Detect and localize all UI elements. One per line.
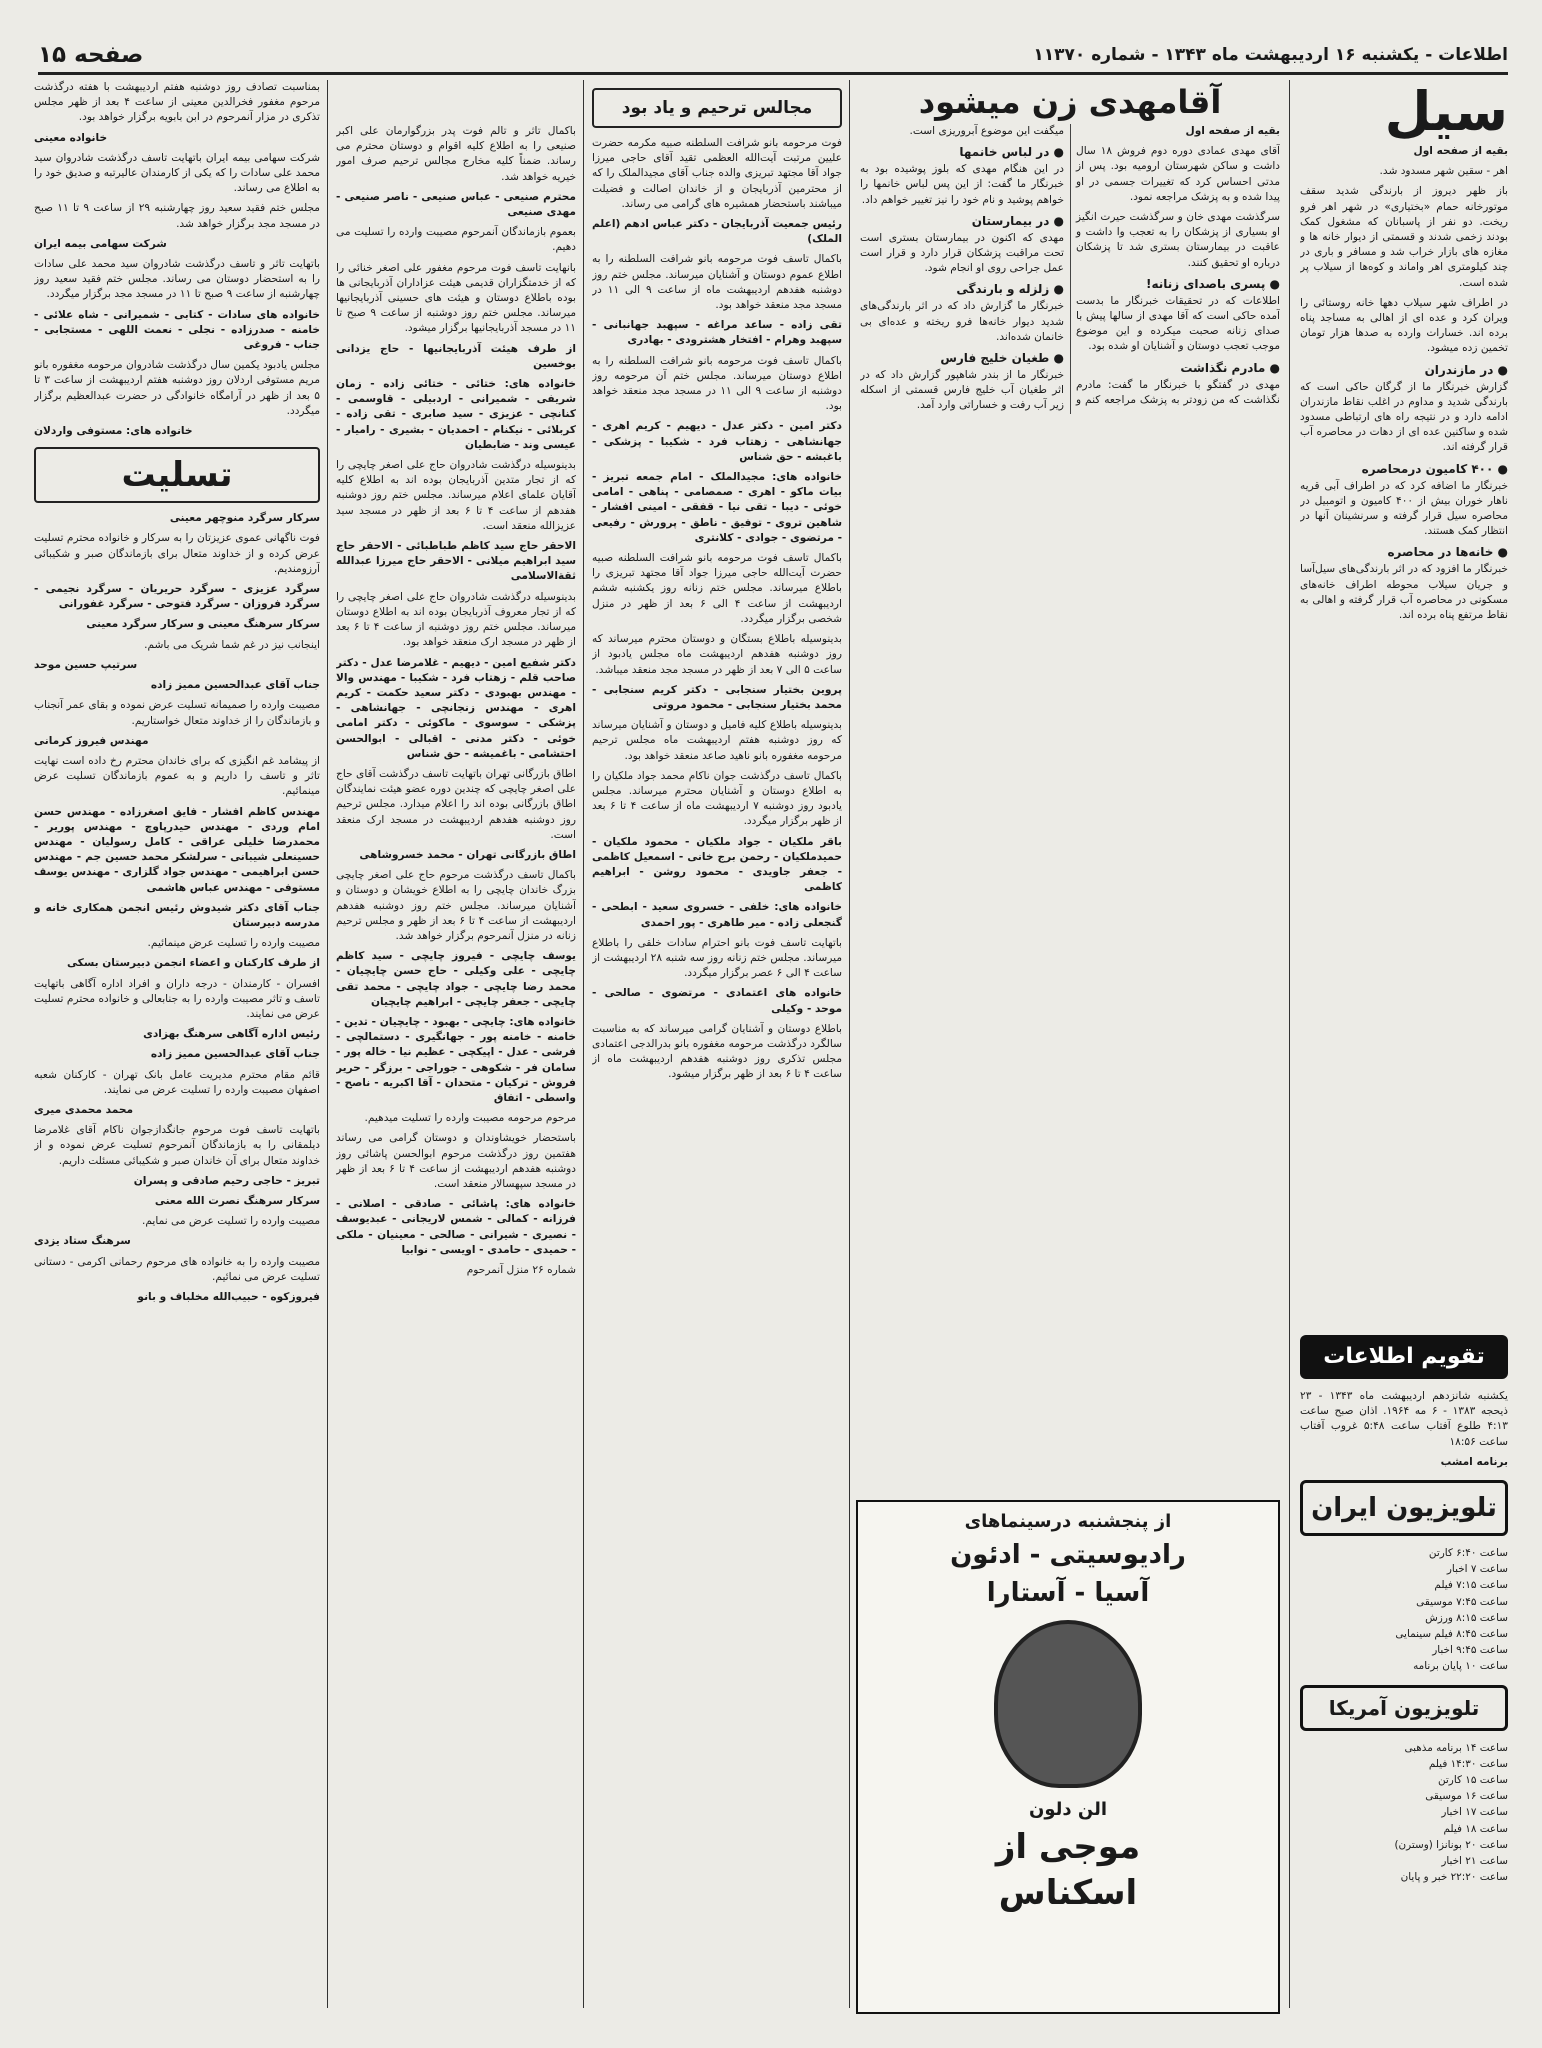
memorial-notice: شرکت سهامی بیمه ایران باتهایت تاسف درگذشت شادروان سید محمد علی سادات را که یکی از کارمندان عالیرتبه و صدیق خود را به اطلاع می رساند. [34, 151, 320, 195]
cinema-ad-theaters-2: آسیا - آستارا [986, 1578, 1150, 1608]
condolence-recipient: جناب آقای دکتر شیدوش رئیس انجمن همکاری خانه و مدرسه دبیرستان [34, 901, 320, 929]
cinema-ad-film-title-2: اسکناس [998, 1873, 1138, 1913]
column-rule [849, 80, 850, 2008]
schedule-line: ساعت ۷:۱۵ فیلم [1434, 1579, 1508, 1592]
obituary-notice: بدینوسیله باطلاع بستگان و دوستان محترم میرساند که روز دوشنبه هفدهم اردیبهشت ماه مجلس یادبود از ساعت ۵ الی ۷ بعد از ظهر در مسجد مجد منعقد میباشد. [592, 633, 842, 676]
condolence-recipient: سرکار سرهنگ نصرت الله معنی [154, 1194, 320, 1207]
flood-subheading: ● در مازندران [1424, 362, 1508, 377]
obituary-families: خانواده های: خلفی - خسروی سعید - ابطحی - گنجعلی زاده - میر طاهری - پور احمدی [592, 901, 842, 929]
condolence-text: فوت ناگهانی عموی عزیزتان را به سرکار و خانواده محترم تسلیت عرض کرده و از خداوند متعال برای بازماندگان صبر و شکیبائی آرزومندیم. [34, 532, 320, 575]
flood-subheading: ● ۴۰۰ کامیون درمحاصره [1361, 461, 1508, 476]
memorial-notice: بمناسبت تصادف روز دوشنبه هفتم اردیبهشت با هفته درگذشت مرحوم مغفور فخرالدین معینی از ساعت ۴ بعد از ظهر مجلس تذکری در مزار آنمرحوم در ابن بابویه برگزار خواهد بود. [34, 81, 320, 124]
condolence-text: از پیشامد غم انگیزی که برای خاندان محترم رخ داده است نهایت تاثر و تاسف را داریم و به عموم بازماندگان تسلیت عرض مینمائیم. [34, 754, 320, 798]
obituary-signature: دکتر امین - دکتر عدل - دیهیم - کریم اهری - جهانشاهی - زهتاب فرد - شکیبا - پزشکی - باغبشه - حق شناس [592, 420, 842, 463]
condolence-text: افسران - کارمندان - درجه داران و افراد اداره آگاهی باتهایت تاسف و تاثر مصیبت وارده را به جنابعالی و خانواده محترم تسلیت عرض می نمایند. [34, 977, 320, 1020]
page-number: صفحه ۱۵ [38, 42, 144, 68]
obituary-families: خانواده های اعتمادی - مرتضوی - صالحی - موحد - وکیلی [592, 987, 842, 1015]
obituary-families: خانواده های: چایچی - بهبود - چایچیان - تدین - خامنه - خامنه پور - جهانگیری - دستمالچی - فرشی - عدل - اپیکچی - عظیم نیا - خاله پور - سامان فر - شکوهی - جوراجی - برزگر - حریر فروش - ترکیان - متحدان - آقا اکبریه - ناصح - واسطی - اتفاق [336, 1015, 576, 1104]
mahdi-paragraph: خبرنگار ما از بندر شاهپور گزارش داد که در اثر طغیان آب خلیج فارس قسمتی از اسکله زیر آب رفت و خساراتی وارد آمد. [860, 369, 1064, 412]
column-condolences [34, 80, 320, 2018]
mahdi-paragraph: آقای مهدی عمادی دوره دوم فروش ۱۸ سال داشت و ساکن شهرستان ارومیه بود. پس از مدتی احساس کرد که تغییرات جسمی در او پیدا شده و به پزشک مراجعه نمود. [1076, 145, 1280, 203]
memorial-notice: مجلس یادبود یکمین سال درگذشت شادروان مرحومه مغفوره بانو مریم مستوفی اردلان روز دوشنبه هفتم اردیبهشت از ساعت ۳ تا ۵ بعد از ظهر در آرامگاه خانوادگی در حضرت عبدالعظیم برگزار میگردد. [34, 359, 320, 417]
dateline: اطلاعات - یکشنبه ۱۶ اردیبهشت ماه ۱۳۴۳ - شماره ۱۱۳۷۰ [1033, 45, 1508, 65]
condolence-signature: رئیس اداره آگاهی سرهنگ بهزادی [143, 1028, 320, 1041]
schedule-line: ساعت ۹:۴۵ اخبار [1432, 1644, 1508, 1657]
condolence-text: مصیبت وارده را به خانواده های مرحوم رحمانی اکرمی - دستانی تسلیت عرض می نمائیم. [34, 1255, 320, 1283]
schedule-line: ساعت ۷:۴۵ موسیقی [1416, 1595, 1508, 1608]
memorial-signature: خانواده های: مستوفی واردلان [34, 425, 193, 438]
obituary-signature: دکتر شفیع امین - دیهیم - غلامرضا عدل - دکتر صاحب قلم - زهتاب فرد - شکیبا - مهندس والا - مهندس بهبودی - دکتر سعید حکمت - کریم اهری - مهندس زنجانچی - جهانشاهی - پزشکی - سوسوی - ماکوئی - دکتر امامی خوئی - دکتر مدنی - اقبالی - ابوالحسن احتشامی - باغمیشه - حق شناس [336, 656, 576, 760]
cinema-ad-theaters: رادیوسیتی - ادئون [950, 1540, 1186, 1570]
column-rule [1289, 80, 1290, 2008]
schedule-line: ساعت ۱۰ پایان برنامه [1413, 1660, 1508, 1673]
mahdi-continued: بقیه از صفحه اول [1185, 125, 1280, 137]
condolence-recipient: سرکار سرهنگ معینی و سرکار سرگرد معینی [86, 618, 320, 631]
obituary-notice: بدینوسیله درگذشت شادروان حاج علی اصغر چایچی را که از تجار متدین آذربایجان بوده اند به اطلاع کلیه آقایان علمای اعلام میرساند. مجلس ختم روز دوشنبه هفدهم از ساعت ۴ تا ۶ بعد از ظهر در مسجد سید عزیزالله منعقد است. [336, 459, 576, 532]
obituary-notice: باکمال تاسف فوت مرحومه بانو شرافت السلطنه را به اطلاع دوستان میرساند. مجلس ختم آن مرحومه روز دوشنبه از ساعت ۹ الی ۱۱ در مسجد مجد منعقد خواهد بود. [592, 354, 842, 413]
schedule-line: ساعت ۱۵ کارتن [1438, 1774, 1508, 1787]
column-flood [1300, 80, 1508, 1328]
obituary-signature: از طرف هیئت آذربایجانیها - حاج یزدانی بوخسین [336, 342, 576, 370]
obituary-signature: رئیس جمعیت آذربایجان - دکتر عباس ادهم (اعلم الملک) [592, 218, 842, 246]
mahdi-subheading: ● طغیان خلیج فارس [940, 351, 1064, 366]
schedule-line: ساعت ۸:۴۵ فیلم سینمایی [1395, 1628, 1508, 1641]
mahdi-headline: آقامهدی زن میشود [918, 83, 1222, 121]
tv-america-schedule [1300, 1741, 1508, 1886]
flood-headline: سیل [1384, 80, 1508, 143]
condolence-text: اینجانب نیز در غم شما شریک می باشم. [144, 638, 320, 651]
condolence-recipient: جناب آقای عبدالحسین ممیز زاده [150, 679, 320, 692]
obituary-notice: اطاق بازرگانی تهران باتهایت تاسف درگذشت آقای حاج علی اصغر چایچی که چندین دوره عضو هیئت نمایندگان اطاق بازرگانی بوده اند را اعلام میدارد. مجلس ترحیم روز دوشنبه هفدهم اردیبهشت در مسجد ارک منعقد است. [336, 767, 576, 841]
cinema-advertisement [856, 1500, 1280, 2014]
obituary-signature: تقی زاده - ساعد مراغه - سپهبد جهانبانی - سپهبد وهرام - افتخار هشترودی - بهادری [592, 319, 842, 347]
mahdi-subheading: ● مادرم نگذاشت [1180, 360, 1280, 375]
schedule-line: ساعت ۱۷ اخبار [1441, 1806, 1508, 1819]
condolence-text: مصیبت وارده را صمیمانه تسلیت عرض نموده و بقای عمر آنجناب و بازماندگان را از خداوند متعال خواستاریم. [34, 699, 320, 727]
mahdi-paragraph: اطلاعات که در تحقیقات خبرنگار ما بدست آمده حاکی است که آقا مهدی از سالها پیش با صدای زنانه صحبت میکرده و این موضوع موجب تعجب دوستان و آشنایان او شده بود. [1076, 294, 1280, 353]
schedule-line: ساعت ۱۴ برنامه مذهبی [1404, 1741, 1508, 1754]
condolence-signature: مهندس کاظم افشار - فایق اصغرزاده - مهندس حسن امام وردی - مهندس حیدرپاوچ - مهندس پوریر - محمدرضا خلیلی عراقی - کامل رسولیان - مهندس حسینعلی شیبانی - سرلشکر محمد حسین جم - مهندس حسن ابراهیمی - مهندس جواد گلزاری - مهندس یوسف مستوفی - مهندس عباس هاشمی [34, 805, 320, 894]
cinema-ad-opening: از پنجشنبه درسینماهای [964, 1511, 1172, 1532]
condolence-text: مصیبت وارده را تسلیت عرض مینمائیم. [147, 937, 320, 950]
flood-paragraph: باز ظهر دیروز از بارندگی شدید سقف موتورخانه حمام «بختیاری» در شهر اهر فرو ریخت. دو نفر از پاسبانان که مشغول کمک بودند زخمی شدند و قسمتی از دیوار خانه ها و مغازه های بازار خراب شد و مسافر و باری در چند کیلومتری اهر واماند و کوه‌ها از سیلاب پر شده است. [1300, 185, 1508, 289]
condolence-signature: سرگرد عزیزی - سرگرد حریریان - سرگرد نجیمی - سرگرد فروزان - سرگرد فتوحی - سرگرد غفورانی [34, 583, 320, 611]
column-mahdi-story [860, 80, 1280, 1488]
flood-paragraph: در اطراف شهر سیلاب دهها خانه روستائی را ویران کرد و عده ای از اهالی به مساجد پناه برده اند. خسارات وارده به صدها هزار تومان تخمین زده میشود. [1300, 296, 1508, 355]
obituary-notice: بدینوسیله درگذشت شادروان حاج علی اصغر چایچی را که از تجار معروف آذربایجان بوده اند به اطلاع دوستان میرساند. مجلس ختم روز دوشنبه از ساعت ۴ تا ۶ بعد از ظهر در مسجد ارک منعقد خواهد بود. [336, 590, 576, 649]
mahdi-subheading: ● در لباس خانمها [959, 145, 1064, 160]
schedule-line: ساعت ۲۱ اخبار [1441, 1855, 1508, 1868]
obituary-notice: باکمال تاسف درگذشت جوان ناکام محمد جواد ملکیان را به اطلاع دوستان و آشنایان محترم میرساند. مجلس یادبود روز دوشنبه ۷ اردیبهشت ماه از ساعت ۴ تا ۶ بعد از ظهر برگزار میگردد. [592, 769, 842, 828]
schedule-line: ساعت ۱۶ موسیقی [1425, 1790, 1508, 1803]
schedule-line: ساعت ۲۲:۲۰ خبر و پایان [1400, 1871, 1508, 1884]
schedule-line: ساعت ۶:۴۰ کارتن [1428, 1547, 1508, 1560]
obituary-signature: یوسف چایچی - فیروز چایچی - سید کاظم چایچی - علی وکیلی - حاج حسن چایچیان - محمد رضا چایچی - جواد چایچی - محمد تقی چایچی - جعفر چایچی - ابراهیم چایچیان [336, 950, 576, 1008]
tv-america-logo: تلویزیون آمریکا [1300, 1685, 1508, 1731]
obituary-notice: باستحضار خویشاوندان و دوستان گرامی می رساند هفتمین روز درگذشت مرحوم ابوالحسن پاشائی روز دوشنبه هفدهم اردیبهشت از ساعت ۴ تا ۶ بعد از ظهر در مسجد سپهسالار منعقد است. [336, 1132, 576, 1190]
cinema-ad-film-title: موجی از [995, 1827, 1141, 1867]
mahdi-subheading: ● در بیمارستان [971, 213, 1064, 228]
obituary-signature: اطاق بازرگانی تهران - محمد خسروشاهی [359, 848, 576, 861]
tv-iran-logo: تلویزیون ایران [1300, 1480, 1508, 1536]
condolence-recipient: جناب آقای عبدالحسین ممیز زاده [150, 1048, 320, 1061]
mahdi-paragraph: خبرنگار ما گزارش داد که در اثر بارندگی‌های شدید دیوار خانه‌ها فرو ریخته و عده‌ای بی خانمان شده‌اند. [860, 300, 1064, 343]
condolence-text: مصیبت وارده را تسلیت عرض می نمایم. [141, 1215, 320, 1228]
condolences-headline: تسلیت [34, 447, 320, 503]
condolence-signature: مهندس فیروز کرمانی [34, 734, 149, 747]
memorial-notice: مجلس ختم فقید سعید روز چهارشنبه ۲۹ از ساعت ۹ تا ۱۱ صبح در مسجد مجد برگزار خواهد شد. [34, 202, 320, 230]
obituary-notice: باکمال تاسف فوت مرحومه بانو شرافت السلطنه صبیه حضرت آیت‌الله حاجی میرزا جواد آقا مجتهد تبریزی را باطلاع میرساند. مجلس ختم زنانه روز یکشنبه ششم اردیبهشت از ساعت ۴ الی ۶ بعد از ظهر در منزل شخصی برگزار میگردد. [592, 552, 842, 625]
calendar-text: یکشنبه شانزدهم اردیبهشت ماه ۱۳۴۳ - ۲۳ ذیحجه ۱۳۸۳ - ۶ مه ۱۹۶۴. اذان صبح ساعت ۴:۱۳ طلوع آفتاب ساعت ۵:۴۸ غروب آفتاب ساعت ۱۸:۵۶ [1300, 1390, 1508, 1448]
obituary-notice: باکمال تاسف فوت مرحومه بانو شرافت السلطنه را به اطلاع عموم دوستان و آشنایان میرساند. مجلس ختم روز دوشنبه هفدهم اردیبهشت ماه از ساعت ۹ الی ۱۱ در مسجد مجد منعقد خواهد بود. [592, 253, 842, 312]
column-rule [327, 80, 328, 2008]
obituary-families: خانواده های: مجیدالملک - امام جمعه تبریز - بیات ماکو - اهری - صمصامی - پناهی - امامی خوئی - دیبا - تقی نیا - قفقی - امینی افشار - شاهین تروی - توفیق - ناطق - پرورش - رفیعی - مرتضوی - جوادی - کلانتری [592, 471, 842, 544]
schedule-line: ساعت ۸:۱۵ ورزش [1425, 1611, 1508, 1624]
flood-paragraph: خبرنگار ما اضافه کرد که در اطراف آبی قریه ناهار خوران بیش از ۴۰۰ کامیون و اتومبیل در محاصره سیل قرار گرفته و سرنشینان آنها در انتظار کمک هستند. [1300, 479, 1508, 538]
masthead [38, 38, 1508, 75]
schedule-line: ساعت ۷ اخبار [1446, 1563, 1508, 1576]
obituary-notice: باکمال تاسف درگذشت مرحوم حاج علی اصغر چایچی بزرگ خاندان چایچی را به اطلاع خویشان و دوستان و آشنایان میرساند. مجلس ختم روز دوشنبه هفدهم اردیبهشت از ساعت ۴ تا ۶ بعد از ظهر و مجلس ترحیم زنانه در منزل آنمرحوم برگزار خواهد شد. [336, 869, 576, 942]
tv-iran-schedule [1300, 1546, 1508, 1675]
condolence-signature: سرتیپ حسین موحد [34, 658, 138, 671]
column-tv-schedule [1300, 1335, 1508, 2018]
condolence-text: باتهایت تاسف فوت مرحوم جانگدازجوان ناکام آقای غلامرضا دیلمقانی را به بازماندگان آنمرحوم تسلیت عرض نموده و از خداوند متعال برای آن خاندان صبر و شکیبائی مسئلت داریم. [34, 1124, 320, 1167]
memorial-signature: شرکت سهامی بیمه ایران [34, 237, 167, 250]
schedule-line: ساعت ۱۸ فیلم [1443, 1822, 1508, 1835]
obituary-notice: باکمال تاثر و تالم فوت پدر بزرگوارمان علی اکبر صنیعی را به اطلاع کلیه اقوام و دوستان محترم می رساند. ضمناً کلیه مخارج مجالس ترحیم صرف امور خیریه خواهد شد. [336, 125, 576, 183]
condolence-signature: سرهنگ ستاد یزدی [34, 1235, 131, 1248]
flood-paragraph: اهر - سقین شهر مسدود شد. [1379, 165, 1508, 178]
obituaries-headline: مجالس ترحیم و یاد بود [592, 88, 842, 128]
calendar-banner: تقویم اطلاعات [1300, 1335, 1508, 1379]
memorial-signature: خانواده معینی [34, 131, 108, 144]
column-obituaries-2 [336, 80, 576, 2018]
cinema-ad-actor: الن دلون [1028, 1799, 1108, 1820]
condolence-recipient: سرکار سرگرد منوچهر معینی [169, 512, 320, 525]
mahdi-paragraph: در این هنگام مهدی که بلوز پوشیده بود به خبرنگار ما گفت: از این پس لباس خانمها را خواهم پوشید و نام خود را نیز تغییر خواهم داد. [860, 163, 1064, 206]
flood-paragraph: خبرنگار ما افزود که در اثر بارندگی‌های سیل‌آسا و جریان سیلاب محوطه اطراف خانه‌های مسکونی در محاصره آب قرار گرفته و اهالی به نقاط مرتفع پناه برده اند. [1300, 563, 1508, 622]
column-obituaries [592, 80, 842, 2018]
obituary-families: خانواده های: پاشائی - صادقی - اصلانی - فرزانه - کمالی - شمس لاریجانی - عبدیوسف - نصیری - شیرانی - صالحی - معینیان - ملکی - حمیدی - حامدی - اویسی - نوابیا [336, 1198, 576, 1256]
actor-portrait [994, 1620, 1142, 1788]
condolence-signature: محمد محمدی میری [34, 1103, 134, 1116]
condolence-signature: فیروزکوه - حبیب‌الله مخلباف و بانو [137, 1291, 320, 1303]
schedule-line: ساعت ۲۰ بونانزا (وسترن) [1394, 1838, 1508, 1851]
obituary-notice: فوت مرحومه بانو شرافت السلطنه صبیه مکرمه حضرت علیین مرتبت آیت‌الله العظمی تقید آقای حاجی میرزا جواد آقا مجتهد تبریزی والده جناب آقای مجیدالملک را که از محترمین آذربایجان و از خاندان اصالت و فضیلت میباشند باستحضار همشیره های گرامی می رساند. [592, 137, 842, 210]
obituary-signature: پروین بختیار سنجابی - دکتر کریم سنجابی - محمد بختیار سنجابی - محمود مروتی [592, 683, 842, 711]
condolence-signature: از طرف کارکنان و اعضاء انجمن دبیرستان بسکی [66, 957, 320, 970]
obituary-notice: باتهایت تاسف فوت بانو احترام سادات خلقی را باطلاع میرساند. مجلس ختم زنانه روز سه شنبه ۲۸ اردیبهشت از ساعت ۴ الی ۶ عصر برگزار میگردد. [592, 936, 842, 980]
column-rule [583, 80, 584, 2008]
obituary-notice: بدینوسیله باطلاع کلیه فامیل و دوستان و آشنایان میرساند که روز دوشنبه هفتم اردیبهشت ماه مجلس ترحیم مرحومه مغفوره بانو ناهید صاعد منعقد خواهد بود. [592, 719, 842, 762]
schedule-line: ساعت ۱۴:۳۰ فیلم [1428, 1757, 1508, 1770]
memorial-families: خانواده های سادات - کتابی - شمیرانی - شاه علائی - خامنه - صدرزاده - نجلی - نعمت اللهی - مستجابی - جناب - فروغی [34, 308, 320, 352]
obituary-notice: باطلاع دوستان و آشنایان گرامی میرساند که به مناسبت سالگرد درگذشت مرحومه مغفوره بانو بدرالدجی اعتمادی مجلس تذکری روز دوشنبه هفدهم اردیبهشت ماه از ساعت ۴ تا ۶ بعد از ظهر برگزار میشود. [592, 1022, 842, 1081]
obituary-signature: الاحقر حاج سید کاظم طباطبائی - الاحقر حاج سید ابراهیم میلانی - الاحقر حاج میرزا عبدالله ثقةالاسلامی [336, 540, 576, 583]
flood-paragraph: گزارش خبرنگار ما از گرگان حاکی است که بارندگی شدید و مداوم در اغلب نقاط مازندران ادامه دارد و در نتیجه راه های ارتباطی مسدود شده و ساکنین عده ای از دهات در محاصره آب قرار گرفته اند. [1300, 380, 1508, 454]
mahdi-paragraph: مهدی که اکنون در بیمارستان بستری است تحت مراقبت پزشکان قرار دارد و قرار است عمل جراحی روی او انجام شود. [860, 231, 1064, 275]
mahdi-subheading: ● زلزله و بارندگی [956, 282, 1064, 297]
condolence-signature: تبریز - حاجی رحیم صادقی و پسران [133, 1174, 320, 1187]
tonight-label: برنامه امشب [1440, 1455, 1508, 1468]
obituary-notice: بانهایت تاسف فوت مرحوم مغفور علی اصغر خنائی را که از خدمتگزاران قدیمی هیئت عزاداران آذربایجانی ها بوده باطلاع دوستان و هیئت های حسینی آذربایجانیها میرساند. مجلس ختم روز دوشنبه از ساعت ۹ صبح تا ۱۱ در مسجد آذربایجانیها برگزار میشود. [336, 261, 576, 335]
flood-subheading: ● خانه‌ها در محاصره [1387, 545, 1508, 560]
condolence-text: قائم مقام محترم مدیریت عامل بانک تهران - کارکنان شعبه اصفهان مصیبت وارده را تسلیت عرض می نمایند. [34, 1068, 320, 1096]
obituary-signature: باقر ملکیان - جواد ملکیان - محمود ملکیان - حمیدملکیان - رحمن برج خانی - اسمعیل کاظمی - جعفر جاویدی - محمود روشن - ابراهیم کاظمی [592, 835, 842, 894]
memorial-notice: باتهایت تاثر و تاسف درگذشت شادروان سید محمد علی سادات را به استحضار دوستان می رساند. مجلس ختم فقید سعید روز چهارشنبه از ساعت ۹ صبح تا ۱۱ در مسجد مجد برگزار میگردد. [34, 258, 320, 301]
obituary-notice: بعموم بازماندگان آنمرحوم مصیبت وارده را تسلیت می دهیم. [336, 226, 576, 254]
obituary-families: خانواده های: ختائی - ختائی زاده - زمان شریفی - شمیرانی - اردبیلی - قاوسمی - کنانچی - عزیزی - سید صابری - تقی زاده - کربلائی - نیکنام - احمدیان - بشیری - رامیار - عیسی وند - ضابطیان [336, 378, 576, 451]
obituary-signature: محترم صنیعی - عباس صنیعی - ناصر صنیعی - مهدی صنیعی [336, 190, 576, 219]
obituary-notice: شماره ۲۶ منزل آنمرحوم [466, 1264, 576, 1277]
mahdi-subheading: ● پسری باصدای زنانه! [1145, 276, 1280, 291]
mahdi-paragraph: سرگذشت مهدی خان و سرگذشت حیرت انگیز او بسیاری از پزشکان را به تعجب وا داشت و عاقبت در بیمارستان بستری شد تا پزشکان درباره او تحقیق کنند. [1076, 211, 1280, 269]
flood-continued: بقیه از صفحه اول [1413, 145, 1508, 157]
obituary-notice: مرحوم مرحومه مصیبت وارده را تسلیت میدهیم. [364, 1112, 576, 1125]
mahdi-paragraph: مهدی در گفتگو با خبرنگار ما گفت: مادرم نگذاشت که من زودتر به پزشک مراجعه کنم و میگفت این موضوع آبروریزی است. [909, 125, 1280, 406]
